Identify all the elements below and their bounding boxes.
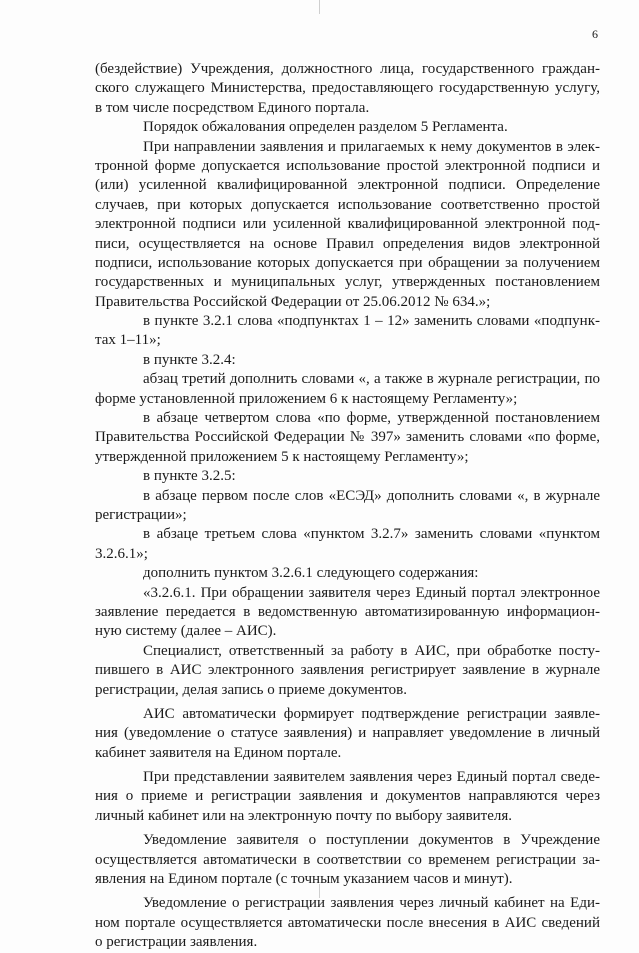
- text-line: регистрации, делая запись о приеме документов.: [95, 681, 407, 698]
- text-line: пившего в АИС электронного заявления регистрирует заявление в журнале: [95, 662, 600, 679]
- text-line: заявление передается в ведомственную автоматизированную информацион-: [95, 603, 600, 620]
- text-line: Уведомление заявителя о поступлении документов в Учреждение: [143, 832, 600, 849]
- paragraph: [95, 312, 600, 351]
- text-line: Правительства Российской Федерации № 397» заменить словами «по форме,: [95, 429, 600, 446]
- text-line: Порядок обжалования определен разделом 5 Регламента.: [143, 119, 508, 136]
- text-line: При направлении заявления и прилагаемых к нему документов в элек-: [143, 138, 600, 155]
- text-line: случаев, при которых допускается использование соответственно простой: [95, 196, 600, 213]
- text-line: ского служащего Министерства, предоставляющего государственную услугу,: [95, 80, 600, 97]
- paragraph: [95, 564, 600, 583]
- text-line: дополнить пунктом 3.2.6.1 следующего содержания:: [143, 565, 479, 582]
- text-line: «3.2.6.1. При обращении заявителя через Единый портал электронное: [143, 584, 600, 601]
- paragraph: [95, 768, 600, 826]
- text-line: АИС автоматически формирует подтверждение регистрации заявле-: [143, 705, 600, 722]
- text-line: ном портале осуществляется автоматически после внесения в АИС сведений: [95, 914, 600, 931]
- text-line: в абзаце четвертом слова «по форме, утвержденной постановлением: [143, 410, 600, 427]
- text-line: (или) усиленной квалифицированной электронной подписи. Определение: [95, 177, 600, 194]
- text-line: 3.2.6.1»;: [95, 545, 148, 562]
- paragraph: [95, 642, 600, 700]
- paragraph: [95, 370, 600, 409]
- paragraph: [95, 705, 600, 763]
- text-line: осуществляется автоматически в соответствии со временем регистрации за-: [95, 851, 600, 868]
- text-line: (бездействие) Учреждения, должностного лица, государственного граждан-: [95, 61, 600, 77]
- paragraph: [95, 525, 600, 564]
- paragraph: [95, 118, 600, 137]
- text-line: абзац третий дополнить словами «, а также в журнале регистрации, по: [143, 371, 600, 388]
- text-line: ния (уведомление о статусе заявления) и направляет уведомление в личный: [95, 725, 600, 742]
- paragraph: [95, 487, 600, 526]
- text-line: кабинет заявителя на Едином портале.: [95, 744, 342, 761]
- paragraph: [95, 409, 600, 467]
- text-line: государственных и муниципальных услуг, утвержденных постановлением: [95, 274, 600, 291]
- paragraph: [95, 467, 600, 486]
- text-line: личный кабинет или на электронную почту по выбору заявителя.: [95, 807, 513, 824]
- text-line: форме установленной приложением 6 к настоящему Регламенту»;: [95, 390, 518, 407]
- text-line: писи, осуществляется на основе Правил определения видов электронной: [95, 235, 600, 252]
- text-line: электронной подписи или усиленной квалифицированной электронной под-: [95, 216, 600, 233]
- text-line: явления на Едином портале (с точным указанием часов и минут).: [95, 871, 513, 888]
- text-line: утвержденной приложением 5 к настоящему Регламенту»;: [95, 448, 469, 465]
- paragraph: [95, 60, 600, 118]
- text-line: о регистрации заявления.: [95, 934, 258, 951]
- document-body: [95, 60, 600, 953]
- text-line: в пункте 3.2.4:: [143, 351, 236, 368]
- text-line: ную систему (далее – АИС).: [95, 623, 277, 640]
- text-line: регистрации»;: [95, 506, 187, 523]
- text-line: в абзаце первом после слов «ЕСЭД» дополнить словами «, в журнале: [143, 487, 600, 504]
- text-line: При представлении заявителем заявления через Единый портал сведе-: [143, 769, 600, 786]
- text-line: подписи, использование которых допускается при обращении за получением: [95, 254, 600, 271]
- text-line: в абзаце третьем слова «пунктом 3.2.7» заменить словами «пунктом: [143, 526, 600, 543]
- text-line: Специалист, ответственный за работу в АИС, при обработке посту-: [143, 642, 600, 659]
- text-line: ния о приеме и регистрации заявления и документов направляются через: [95, 788, 600, 805]
- page-number: 6: [592, 27, 598, 41]
- text-line: тронной форме допускается использование простой электронной подписи и: [95, 157, 600, 174]
- text-line: Уведомление о регистрации заявления через личный кабинет на Еди-: [143, 895, 600, 912]
- text-line: Правительства Российской Федерации от 25.06.2012 № 634.»;: [95, 293, 491, 310]
- paragraph: [95, 831, 600, 889]
- paragraph: [95, 351, 600, 370]
- text-line: в том числе посредством Единого портала.: [95, 99, 370, 116]
- paragraph: [95, 584, 600, 642]
- text-line: в пункте 3.2.5:: [143, 468, 236, 485]
- paragraph: [95, 894, 600, 952]
- text-line: в пункте 3.2.1 слова «подпунктах 1 – 12» заменить словами «подпунк-: [143, 313, 600, 330]
- text-line: тах 1–11»;: [95, 332, 161, 349]
- paragraph: [95, 138, 600, 313]
- scan-mark-top: [319, 0, 320, 14]
